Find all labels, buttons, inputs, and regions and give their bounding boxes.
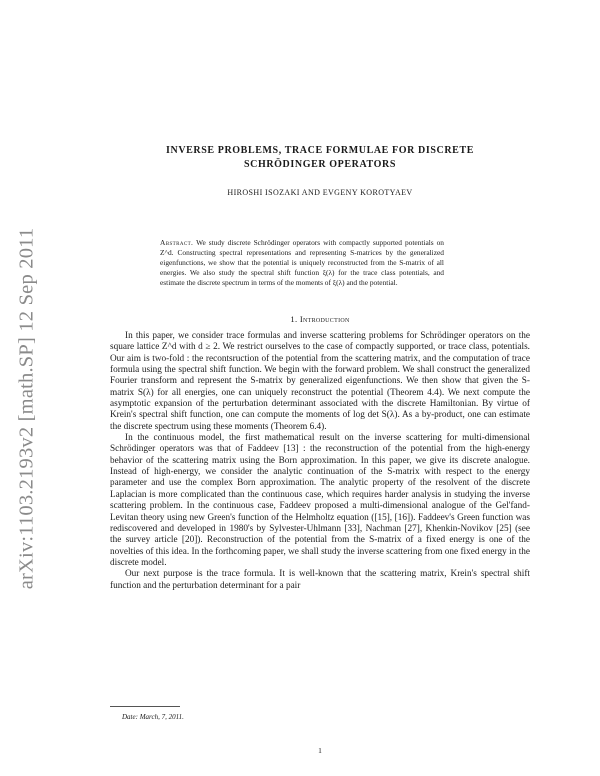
paper-title-line-2: SCHRÖDINGER OPERATORS xyxy=(244,159,396,170)
footnote-rule xyxy=(110,706,180,707)
footnote-date: Date: March, 7, 2011. xyxy=(122,713,184,721)
paragraph: In the continuous model, the first mathematical result on the inverse scattering for multi-dimensional Schrödinger operators was that of Faddeev [13] : the reconstruction of the potential from the high-energy behavior of the scattering matrix using the Born approximation. In this paper, we give its discrete analogue. Instead of high-energy, we consider the analytic continuation of the S-matrix with respect to the energy parameter and use the complex Born approximation. The analytic property of the resolvent of the discrete Laplacian is more complicated than the continuous case, which requires harder analysis in studying the inverse scattering problem. In the continuous case, Faddeev proposed a multi-dimensional analogue of the Gel'fand-Levitan theory using new Green's function of the Helmholtz equation ([15], [16]). Faddeev's Green function was rediscovered and developed in 1980's by Sylvester-Uhlmann [33], Nachman [27], Khenkin-Novikov [25] (see the survey article [20]). Reconstruction of the potential from the S-matrix of a fixed energy is one of the novelties of this idea. In the forthcoming paper, we shall study the inverse scattering from one fixed energy in the discrete model. xyxy=(110,433,530,568)
paper-title xyxy=(110,144,530,172)
arxiv-identifier-stamp xyxy=(12,188,42,628)
paragraph: In this paper, we consider trace formulas and inverse scattering problems for Schrödinger operators on the square lattice Z^d with d ≥ 2. We restrict ourselves to the case of compactly supported, or trace class, potentials. Our aim is two-fold : the recontsruction of the potential from the scattering matrix, and the computation of trace formula using the spectral shift function. We begin with the forward problem. We shall construct the generalized Fourier transform and represent the S-matrix by generalized eigenfunctions. We then show that given the S-matrix S(λ) for all energies, one can uniquely reconstruct the potential (Theorem 4.4). We next compute the asymptotic expansion of the perturbation determinant associated with the discrete Hamiltonian. By virtue of Krein's spectral shift function, one can compute the moments of log det S(λ). As a by-product, one can estimate the discrete spectrum using these moments (Theorem 6.4). xyxy=(110,331,530,432)
body-text xyxy=(110,331,530,592)
abstract-label: Abstract. xyxy=(160,238,194,247)
paper-title-line-1: INVERSE PROBLEMS, TRACE FORMULAE FOR DISCRETE xyxy=(166,145,474,156)
paragraph: Our next purpose is the trace formula. It is well-known that the scattering matrix, Krein's spectral shift function and the perturbation determinant for a pair xyxy=(110,569,530,591)
section-number: 1. xyxy=(290,314,298,324)
abstract xyxy=(160,238,444,288)
page-number: 1 xyxy=(318,746,322,755)
abstract-text: We study discrete Schrödinger operators with compactly supported potentials on Z^d. Constructing spectral representations and representing S-matrices by the generalized eigenfunctions, we show that the potential is uniquely reconstructed from the S-matrix of all energies. We also study the spectral shift function ξ(λ) for the trace class potentials, and estimate the discrete spectrum in terms of the moments of ξ(λ) and the potential. xyxy=(160,238,445,287)
section-heading xyxy=(110,314,530,324)
arxiv-identifier-text: arXiv:1103.2193v2 [math.SP] 12 Sep 2011 xyxy=(15,227,38,589)
section-title: Introduction xyxy=(299,314,350,324)
paper-authors: HIROSHI ISOZAKI AND EVGENY KOROTYAEV xyxy=(227,188,413,197)
